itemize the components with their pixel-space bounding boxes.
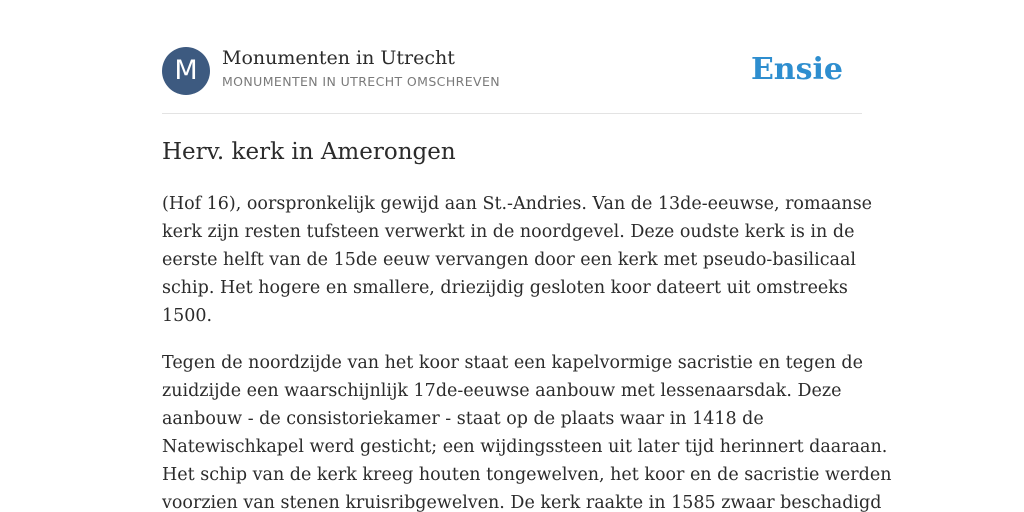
paragraph-line: zuidzijde een waarschijnlijk 17de-eeuwse aanbouw met lessenaarsdak. Deze: [162, 381, 842, 401]
article-title: Herv. kerk in Amerongen: [162, 139, 456, 165]
paragraph-line: kerk zijn resten tufsteen verwerkt in de noordgevel. Deze oudste kerk is in de: [162, 222, 855, 242]
paragraph-line: Tegen de noordzijde van het koor staat een kapelvormige sacristie en tegen de: [162, 353, 863, 373]
avatar[interactable]: M: [162, 47, 210, 95]
site-subtitle: MONUMENTEN IN UTRECHT OMSCHREVEN: [222, 74, 500, 89]
paragraph-line: aanbouw - de consistoriekamer - staat op de plaats waar in 1418 de: [162, 409, 764, 429]
article-body: [162, 190, 892, 512]
paragraph-line: 1500.: [162, 306, 213, 326]
paragraph-line: Natewischkapel werd gesticht; een wijdingssteen uit later tijd herinnert daaraan.: [162, 437, 888, 457]
paragraph-line: Het schip van de kerk kreeg houten tongewelven, het koor en de sacristie werden: [162, 465, 892, 485]
article-paragraph-2: [162, 349, 892, 512]
site-header: [162, 46, 862, 96]
paragraph-line: eerste helft van de 15de eeuw vervangen door een kerk met pseudo-basilicaal: [162, 250, 857, 270]
brand-logo[interactable]: Ensie: [750, 52, 843, 87]
site-title[interactable]: Monumenten in Utrecht: [222, 47, 455, 69]
article-paragraph-1: [162, 190, 873, 330]
paragraph-line: schip. Het hogere en smallere, driezijdig gesloten koor dateert uit omstreeks: [162, 278, 848, 298]
paragraph-line: (Hof 16), oorspronkelijk gewijd aan St.-Andries. Van de 13de-eeuwse, romaanse: [162, 194, 873, 214]
header-divider: [162, 113, 862, 114]
paragraph-line: voorzien van stenen kruisribgewelven. De kerk raakte in 1585 zwaar beschadigd: [162, 493, 882, 512]
